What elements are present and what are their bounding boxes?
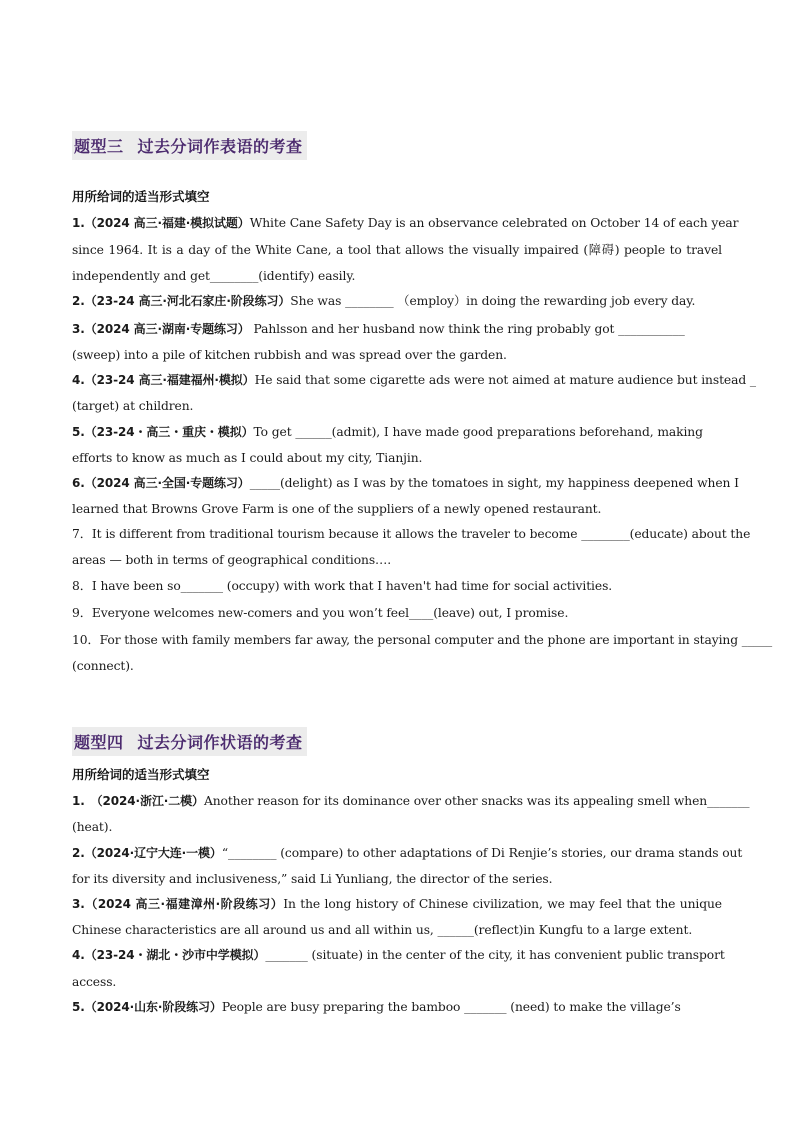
question-line: 8．I have been so_______ (occupy) with work that I haven't had time for social activities.	[72, 579, 613, 593]
question-line: 5.（2024·山东·阶段练习）People are busy preparing the bamboo _______ (need) to make the village’s	[72, 1000, 681, 1014]
question-line: 6.（2024 高三·全国·专题练习）_____(delight) as I was by the tomatoes in sight, my happiness deepened when I	[72, 476, 739, 490]
section-4-title: 过去分词作状语的考查	[137, 733, 303, 752]
question-line: 5.（23-24・高三・重庆・模拟）To get ______(admit), I have made good preparations beforehand, making	[72, 425, 703, 439]
section-3-number: 题型三	[74, 137, 124, 156]
question-line: 10．For those with family members far away, the personal computer and the phone are important in staying _____	[72, 633, 773, 647]
question-line: (target) at children.	[72, 399, 194, 413]
question-line: learned that Browns Grove Farm is one of the suppliers of a newly opened restaurant.	[72, 502, 602, 516]
section-3-title: 过去分词作表语的考查	[137, 137, 303, 156]
question-line: for its diversity and inclusiveness,” said Li Yunliang, the director of the series.	[72, 872, 553, 886]
question-line: 1. （2024·浙江·二模）Another reason for its dominance over other snacks was its appealing smell when_______	[72, 794, 750, 808]
question-line: independently and get________(identify) easily.	[72, 269, 356, 283]
question-line: 3.（2024 高三·福建漳州·阶段练习）In the long history of Chinese civilization, we may feel that the unique	[72, 897, 722, 911]
question-line: 4.（23-24 高三·福建福州·模拟）He said that some cigarette ads were not aimed at mature audience but instead _	[72, 373, 756, 387]
section-3-heading	[72, 131, 307, 160]
question-line: 9．Everyone welcomes new-comers and you won’t feel____(leave) out, I promise.	[72, 606, 569, 620]
question-line: efforts to know as much as I could about my city, Tianjin.	[72, 451, 423, 465]
question-line: 7．It is different from traditional tourism because it allows the traveler to become ________(educate) about the	[72, 527, 751, 541]
question-line: since 1964. It is a day of the White Cane, a tool that allows the visually impaired (障碍) people to travel	[72, 243, 722, 257]
section-4-heading	[72, 727, 307, 756]
question-line: 1.（2024 高三·福建·模拟试题）White Cane Safety Day is an observance celebrated on October 14 of each year	[72, 216, 739, 230]
question-line: (sweep) into a pile of kitchen rubbish and was spread over the garden.	[72, 348, 507, 362]
question-line: (connect).	[72, 659, 134, 673]
question-line: Chinese characteristics are all around us and all within us, ______(reflect)in Kungfu to a large extent.	[72, 923, 693, 937]
question-line: 2.（2024·辽宁大连·一模）“________ (compare) to other adaptations of Di Renjie’s stories, our drama stands out	[72, 846, 743, 860]
question-line: access.	[72, 975, 117, 989]
question-line: 4.（23-24・湖北・沙市中学模拟）_______ (situate) in the center of the city, it has convenient public transport	[72, 948, 725, 962]
section-4-instruction: 用所给词的适当形式填空	[72, 767, 210, 782]
question-line: 2.（23-24 高三·河北石家庄·阶段练习）She was ________ （employ）in doing the rewarding job every day.	[72, 294, 696, 308]
question-line: (heat).	[72, 820, 113, 834]
question-line: areas — both in terms of geographical conditions….	[72, 553, 392, 567]
section-4-number: 题型四	[74, 733, 124, 752]
question-line: 3.（2024 高三·湖南·专题练习） Pahlsson and her husband now think the ring probably got ___________	[72, 322, 685, 336]
section-3-instruction: 用所给词的适当形式填空	[72, 189, 210, 204]
